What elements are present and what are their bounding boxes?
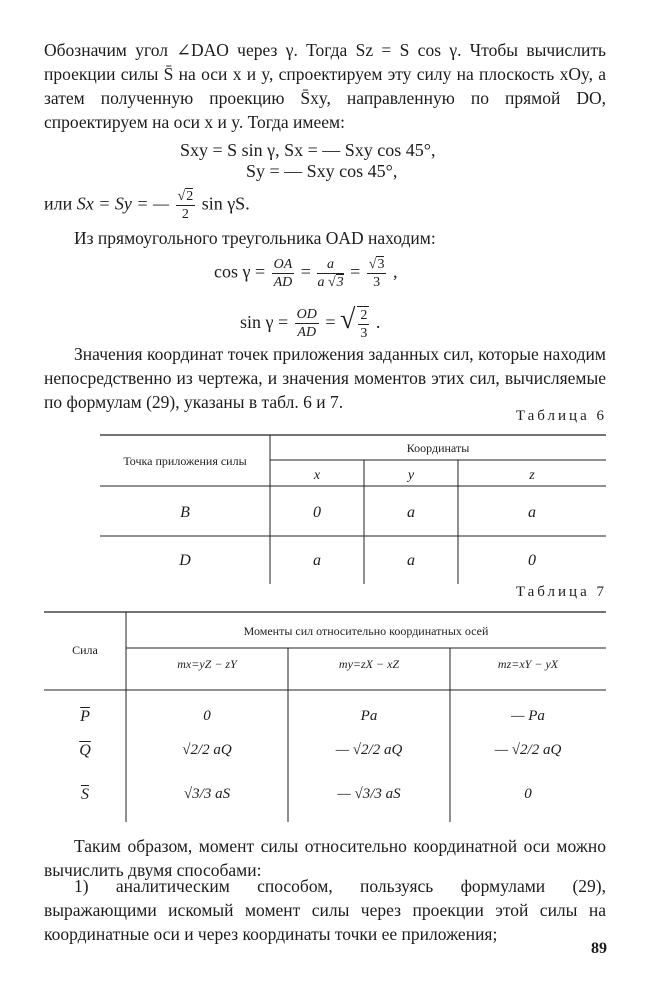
equation-sin: sin γ = $\frac{OD}{AD}$ = √ $\frac{2}{3}$ .: [240, 304, 381, 341]
sin-lhs: sin γ =: [240, 312, 289, 332]
table7-cell: 0: [524, 786, 532, 802]
table7-cell: — √3/3 aS: [337, 786, 401, 802]
table6-row-point: D: [179, 552, 191, 569]
table6-col-coords: Координаты: [406, 441, 470, 455]
table6-cell: a: [407, 552, 415, 569]
table7-col-moments: Моменты сил относительно координатных осей: [243, 624, 489, 638]
table7-cell: √3/3 aS: [183, 786, 231, 802]
table7-sub-my: my=zX − xZ: [338, 657, 400, 671]
table7-cell: — Pa: [511, 708, 545, 724]
paragraph-triangle: Из прямоугольного треугольника OAD находим:: [74, 228, 436, 248]
table7-cell: Pa: [360, 708, 378, 724]
equation-sy: Sy = — Sxy cos 45°,: [246, 161, 398, 181]
equation-tail: sin γS.: [201, 193, 250, 214]
equation-cos: cos γ = $\frac{OA}{AD}$ = $\frac{a}{a √3}$ = $\frac{√3}{3}$ ,: [214, 257, 398, 290]
table7-row-force: $\overline{P}$: [80, 708, 90, 725]
table7-col-force: Сила: [72, 643, 98, 657]
table6-sub-x: x: [313, 468, 321, 483]
equation-sx-sy: или Sx = Sy = — $\frac{√2}{2}$ sin γS.: [44, 189, 250, 222]
table6-cell: a: [313, 552, 321, 569]
table7-row-force: $\overline{Q}$: [79, 742, 91, 759]
table6-cell: a: [407, 504, 415, 521]
table6-caption: Таблица 6: [515, 408, 607, 424]
table6-col-point: Точка приложения силы: [123, 454, 247, 468]
table7-cell: 0: [203, 708, 211, 724]
table7-row-force: $\overline{S}$: [81, 786, 89, 803]
equation-lhs: Sx = Sy = —: [76, 193, 170, 214]
equation-prefix: или: [44, 193, 73, 214]
paragraph-values: Значения координат точек приложения заданных сил, которые находим непосредственно из чертежа, и значения моментов этих сил, вычисляемые по формулам (29), указаны в табл. 6 и 7.: [44, 344, 606, 412]
table6-cell: a: [528, 504, 536, 521]
table6-sub-z: z: [529, 468, 535, 483]
table7-sub-mx: mx=yZ − zY: [177, 657, 237, 671]
equation-projections: Sxy = S sin γ, Sx = — Sxy cos 45°,: [180, 140, 436, 160]
table6-cell: 0: [313, 504, 321, 521]
paragraph-intro: Обозначим угол ∠DAO через γ. Тогда Sz = S cos γ. Чтобы вычислить проекции силы S̄ на оси x и y, спроектируем эту силу на плоскость xOy, а затем полученную проекцию S̄xy, направленную по прямой DO, спроектируем на оси x и y. Тогда имеем:: [44, 40, 606, 132]
paragraph-conclusion: Таким образом, момент силы относительно координатной оси можно вычислить двумя способами:: [44, 836, 606, 880]
table7-sub-mz: mz=xY − yX: [497, 657, 559, 671]
table7-cell: — √2/2 aQ: [494, 742, 562, 758]
table6-row-point: B: [180, 504, 190, 521]
table6-cell: 0: [528, 552, 536, 569]
table7-cell: — √2/2 aQ: [335, 742, 403, 758]
table7-cell: √2/2 aQ: [182, 742, 232, 758]
table7-caption: Таблица 7: [515, 584, 607, 600]
paragraph-method-1: 1) аналитическим способом, пользуясь формулами (29), выражающими искомый момент силы через проекции этой силы на координатные оси и через координаты точки ее приложения;: [44, 876, 606, 944]
cos-lhs: cos γ =: [214, 261, 266, 282]
table6-sub-y: y: [407, 468, 415, 483]
page-number: 89: [591, 940, 607, 957]
